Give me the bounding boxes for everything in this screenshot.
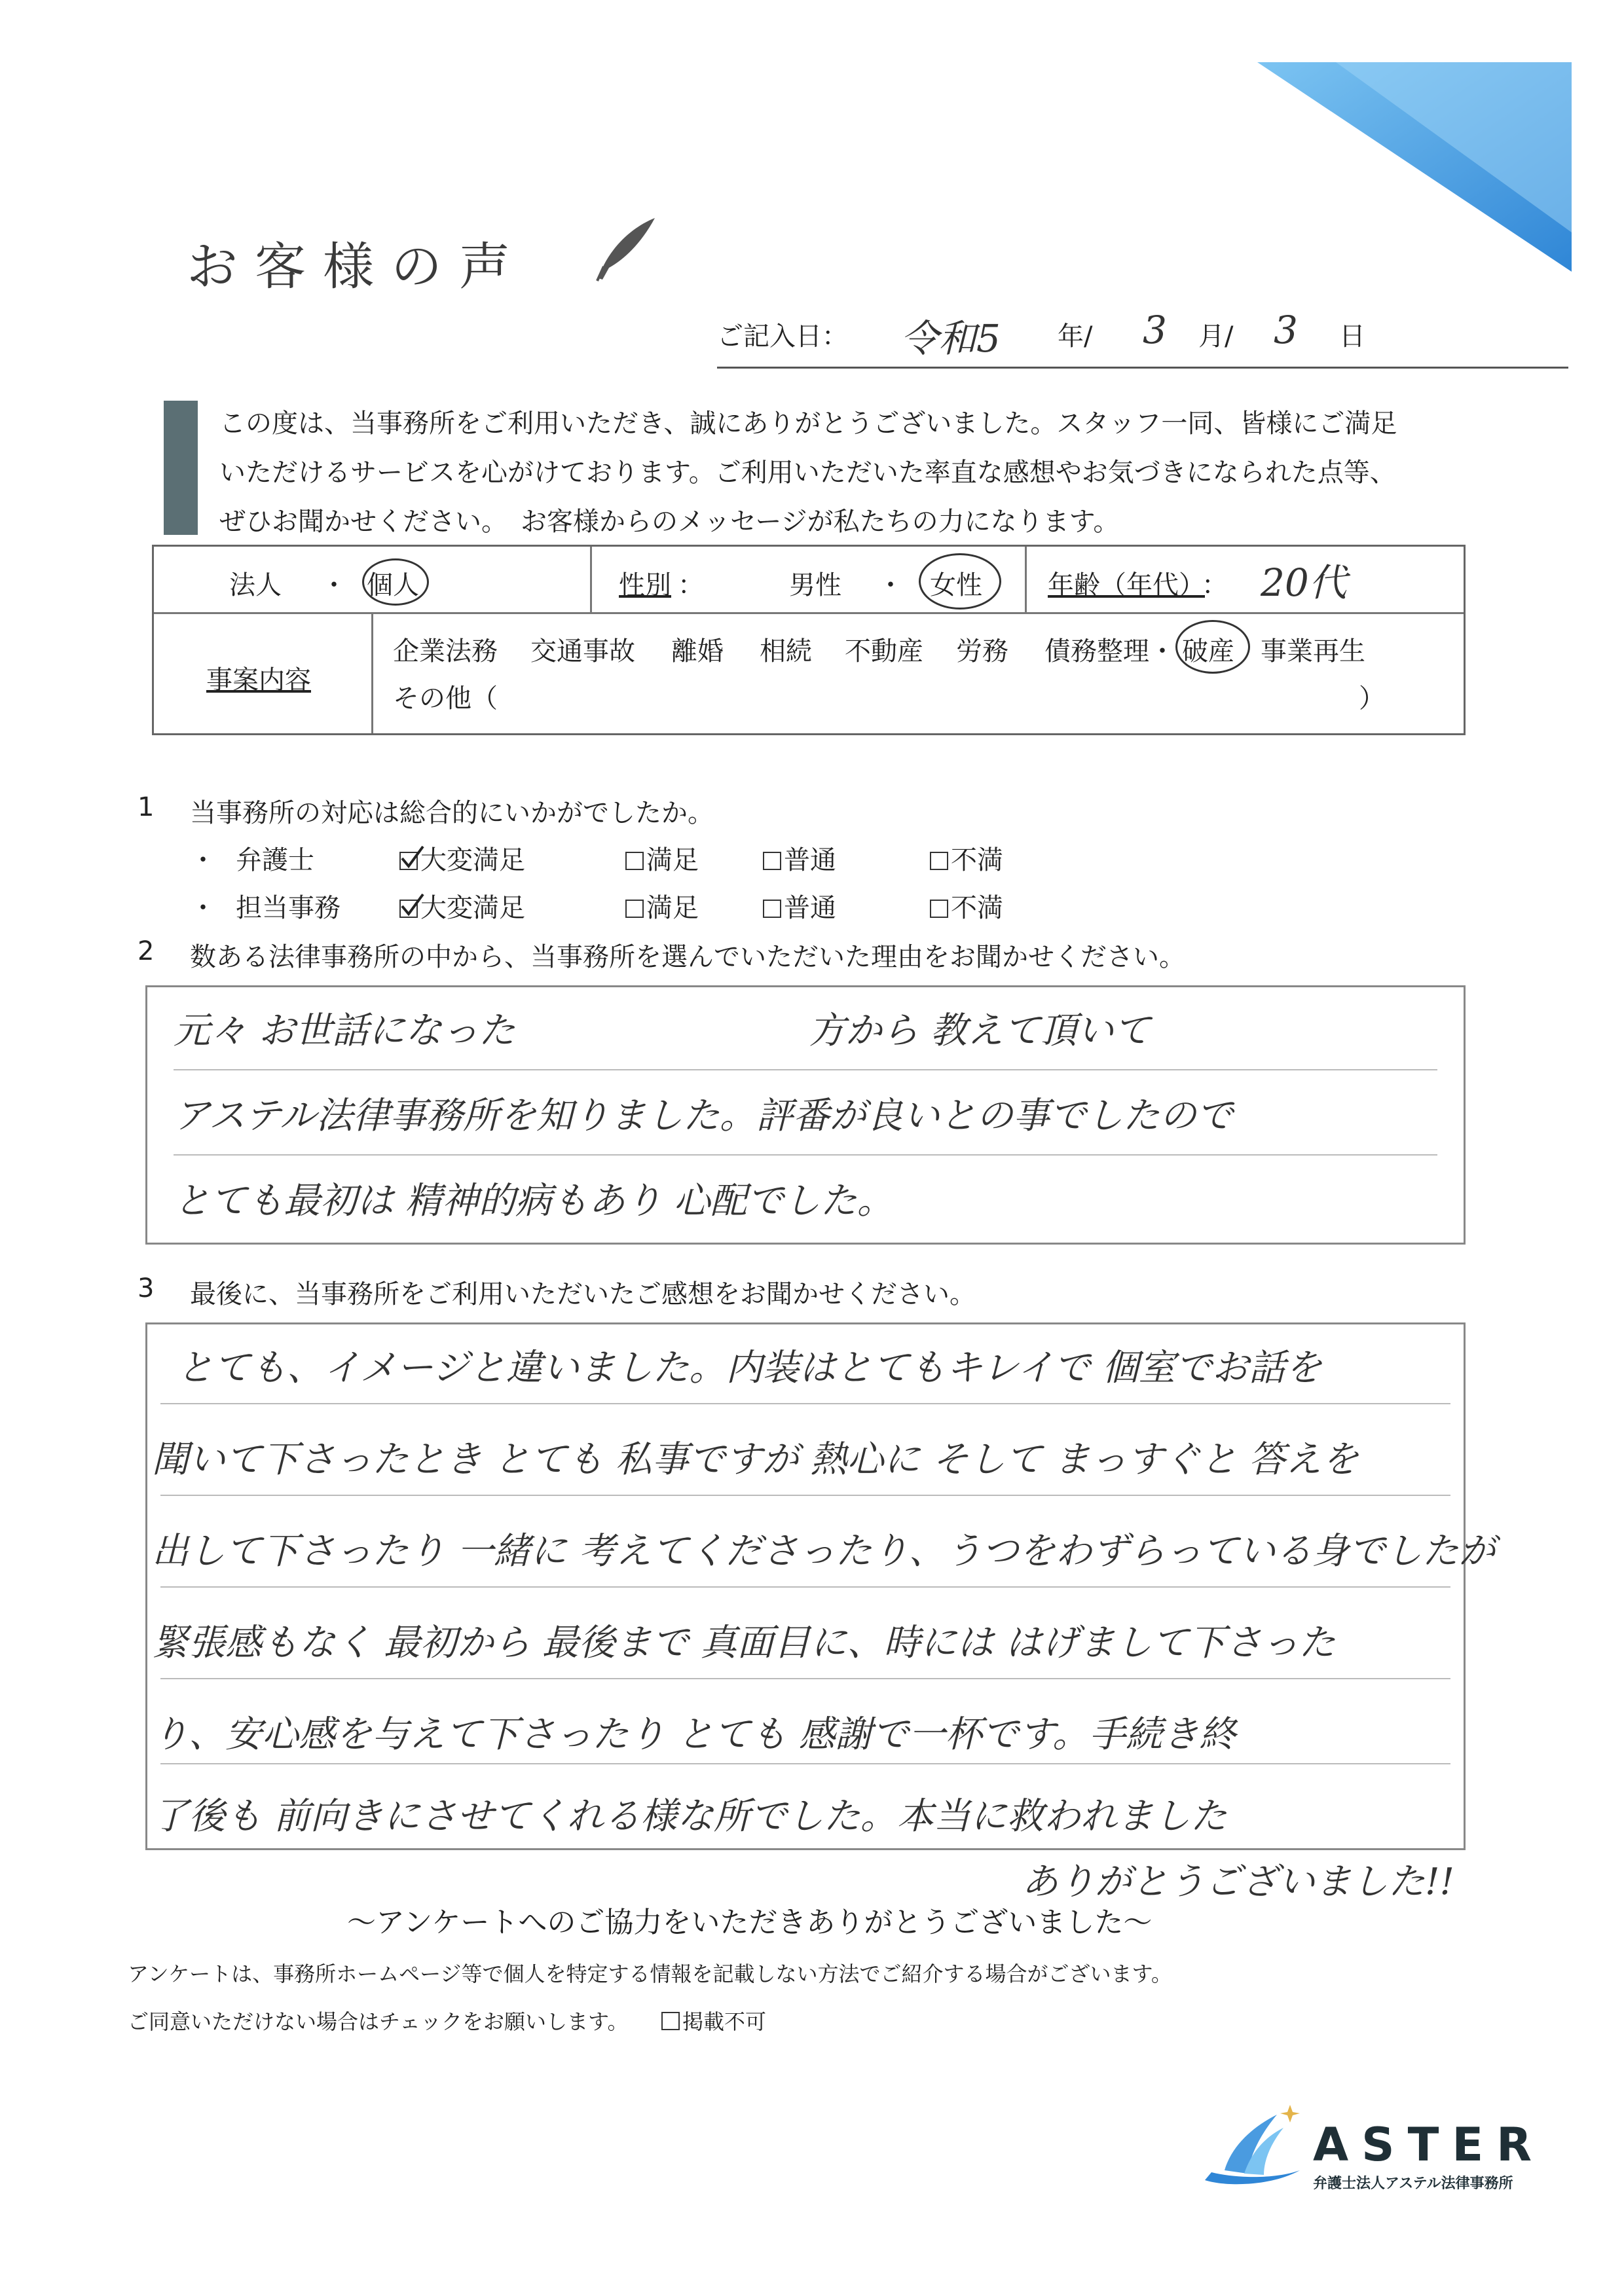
date-day-unit: 日 xyxy=(1339,321,1365,352)
q1-option-satisfied[interactable]: 満足 xyxy=(625,839,699,877)
consent-note: ご同意いただけない場合はチェックをお願いします。 xyxy=(128,2009,629,2034)
individual-option[interactable]: 個人 xyxy=(367,570,419,600)
quill-icon xyxy=(589,213,661,285)
q1-row-label: 弁護士 xyxy=(236,845,314,875)
date-month: 3 xyxy=(1143,308,1167,352)
q3-answer-line: 緊張感もなく 最初から 最後まで 真面目に、時には はげまして下さった xyxy=(152,1622,1336,1664)
case-type-inheritance[interactable]: 相続 xyxy=(760,636,812,666)
selection-circle xyxy=(919,553,1001,610)
q1-option-dissatisfied[interactable]: 不満 xyxy=(930,887,1003,924)
checkbox-icon[interactable] xyxy=(625,852,644,870)
separator-dot: ・ xyxy=(877,570,904,600)
q1-option-satisfied[interactable]: 満足 xyxy=(625,887,699,924)
publication-note: アンケートは、事務所ホームページ等で個人を特定する情報を記載しない方法でご紹介する場合がございます。 xyxy=(128,1961,1172,1986)
case-label: 事案内容 xyxy=(206,665,311,695)
checkbox-icon[interactable] xyxy=(625,900,644,918)
q1-option-dissatisfied[interactable]: 不満 xyxy=(930,839,1003,877)
male-option[interactable]: 男性 xyxy=(789,570,841,600)
intro-line: この度は、当事務所をご利用いただき、誠にありがとうございました。スタッフ一同、皆様にご満足 xyxy=(219,409,1397,439)
checkbox-checked-icon[interactable] xyxy=(399,852,418,870)
q3-answer-line: とても、イメージと違いました。内装はとてもキレイで 個室でお話を xyxy=(177,1347,1322,1389)
female-option[interactable]: 女性 xyxy=(930,570,982,600)
q3-text: 最後に、当事務所をご利用いただいたご感想をお聞かせください。 xyxy=(190,1279,976,1309)
q2-answer-line: 元々 お世話になった 方から 教えて頂いて xyxy=(174,1010,1151,1052)
q1-number: 1 xyxy=(138,792,155,822)
q1-text: 当事務所の対応は総合的にいかがでしたか。 xyxy=(190,798,714,828)
age-value: 20代 xyxy=(1261,560,1347,605)
intro-text xyxy=(219,399,1529,547)
intro-accent-bar xyxy=(164,401,198,535)
case-type-realestate[interactable]: 不動産 xyxy=(845,636,923,666)
q3-number: 3 xyxy=(138,1273,155,1303)
q2-answer-line: アステル法律事務所を知りました。評番が良いとの事でしたので xyxy=(174,1095,1233,1137)
case-type-rehab[interactable]: 事業再生 xyxy=(1261,636,1365,666)
age-label: 年齢（年代） xyxy=(1048,570,1205,600)
q2-answer-line: とても最初は 精神的病もあり 心配でした。 xyxy=(174,1180,894,1222)
corner-triangle-decoration xyxy=(1257,62,1572,272)
case-type-traffic[interactable]: 交通事故 xyxy=(530,636,635,666)
case-type-corporate[interactable]: 企業法務 xyxy=(393,636,498,666)
gender-colon: ： xyxy=(678,570,704,600)
q1-row-bullet: ・ xyxy=(190,893,216,923)
case-type-labor[interactable]: 労務 xyxy=(956,636,1008,666)
q2-text: 数ある法律事務所の中から、当事務所を選んでいただいた理由をお聞かせください。 xyxy=(190,942,1185,972)
case-type-bankruptcy[interactable]: 破産 xyxy=(1182,636,1234,666)
date-era: 令和5 xyxy=(900,316,1001,361)
date-day: 3 xyxy=(1274,308,1298,352)
corp-option[interactable]: 法人 xyxy=(229,570,282,600)
checkbox-icon[interactable] xyxy=(930,852,948,870)
logo-name: ASTER xyxy=(1313,2118,1545,2172)
logo-subtitle: 弁護士法人アステル法律事務所 xyxy=(1313,2176,1513,2192)
date-year-unit: 年/ xyxy=(1058,321,1093,352)
gender-label: 性別 xyxy=(619,570,671,600)
date-label: ご記入日： xyxy=(717,321,848,352)
case-type-debt[interactable]: 債務整理・ xyxy=(1044,636,1175,666)
checkbox-icon[interactable] xyxy=(763,852,781,870)
q2-number: 2 xyxy=(138,936,155,966)
checkbox-checked-icon[interactable] xyxy=(399,900,418,918)
case-other-close: ） xyxy=(1359,683,1385,714)
checkbox-icon[interactable] xyxy=(763,900,781,918)
entry-date-row xyxy=(717,308,1568,369)
date-month-unit: 月/ xyxy=(1198,321,1234,352)
profile-table xyxy=(152,545,1466,735)
q1-option-very-satisfied[interactable]: 大変満足 xyxy=(399,887,525,924)
q1-option-normal[interactable]: 普通 xyxy=(763,887,836,924)
intro-line: ぜひお聞かせください。 お客様からのメッセージが私たちの力になります。 xyxy=(219,507,1120,537)
selection-circle xyxy=(362,558,429,606)
q3-answer-box xyxy=(145,1322,1466,1850)
case-type-divorce[interactable]: 離婚 xyxy=(671,636,724,666)
q3-answer-line: 聞いて下さったとき とても 私事ですが 熱心に そして まっすぐと 答えを xyxy=(152,1438,1359,1481)
page-title: お客様の声 xyxy=(187,238,528,297)
thanks-message: 〜アンケートへのご協力をいただきありがとうございました〜 xyxy=(347,1906,1153,1939)
checkbox-icon[interactable] xyxy=(661,2012,680,2030)
aster-logo-icon xyxy=(1198,2102,1306,2193)
q3-answer-line: ありがとうございました!! xyxy=(1022,1861,1455,1903)
q3-answer-line: 出して下さったり 一緒に 考えてくださったり、うつをわずらっている身でしたが xyxy=(152,1530,1496,1573)
case-other-label: その他（ xyxy=(393,683,498,714)
separator-dot: ・ xyxy=(321,570,347,600)
no-publish-option[interactable]: 掲載不可 xyxy=(661,2005,766,2035)
selection-circle xyxy=(1175,620,1250,674)
intro-line: いただけるサービスを心がけております。ご利用いただいた率直な感想やお気づきになられた点等、 xyxy=(219,458,1396,488)
q1-option-very-satisfied[interactable]: 大変満足 xyxy=(399,839,525,877)
q3-answer-line: 了後も 前向きにさせてくれる様な所でした。本当に救われました xyxy=(152,1795,1227,1838)
q3-answer-line: り、安心感を与えて下さったり とても 感謝で一杯です。手続き終 xyxy=(152,1713,1236,1756)
q1-option-normal[interactable]: 普通 xyxy=(763,839,836,877)
q1-row-bullet: ・ xyxy=(190,845,216,875)
checkbox-icon[interactable] xyxy=(930,900,948,918)
age-colon: ： xyxy=(1202,570,1228,600)
q1-row-label: 担当事務 xyxy=(236,893,341,923)
